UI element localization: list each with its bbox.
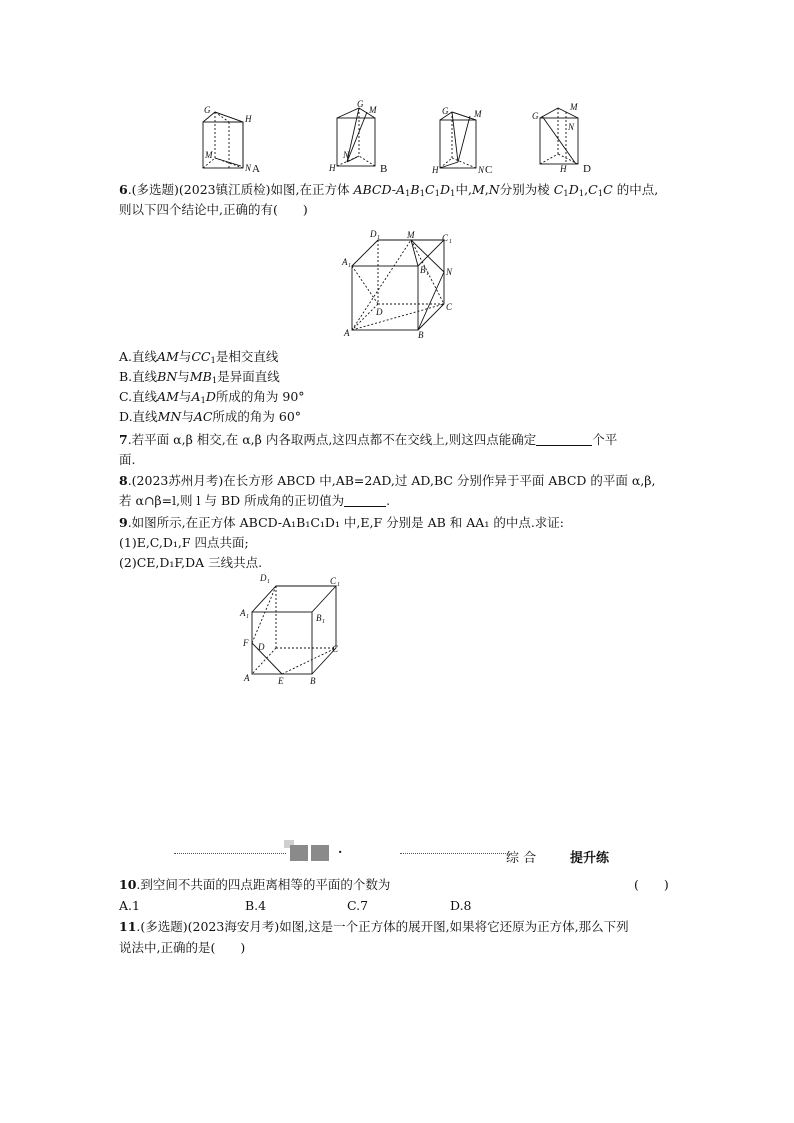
label-c1: C xyxy=(330,576,337,586)
label-d: D xyxy=(258,642,265,652)
label-m: M xyxy=(407,230,415,240)
section-icon-block xyxy=(290,845,308,861)
question-8-line-2: 若 α∩β=l,则 l 与 BD 所成角的正切值为 . xyxy=(119,493,391,508)
label-g: G xyxy=(532,111,539,121)
label-b: B xyxy=(310,676,316,686)
prism-figure-c xyxy=(430,100,500,175)
label-a1: A xyxy=(240,608,246,618)
question-number: 6 xyxy=(119,182,128,197)
label-a1: A xyxy=(342,257,348,267)
svg-text:1: 1 xyxy=(246,614,249,620)
label-h: H xyxy=(432,165,439,175)
label-n: N xyxy=(343,150,350,160)
option-6c: C.直线AM与$A_1D$所成的角为 90° xyxy=(119,389,305,406)
option-letter: A xyxy=(252,163,260,175)
label-d1: D xyxy=(370,229,377,239)
cube-figure-q9 xyxy=(232,572,352,688)
section-divider-right xyxy=(400,853,508,854)
question-6-line-1: 6.(多选题)(2023镇江质检)如图,在正方体 ABCD-$A_1B_1C_1D_1$中,M,N分别为棱 $C_1D_1,C_1C$ 的中点, xyxy=(119,182,659,199)
option-6b: B.直线BN与$MB_1$是异面直线 xyxy=(119,369,280,386)
question-6-line-2: 则以下四个结论中,正确的有( ) xyxy=(119,202,308,217)
label-f: F xyxy=(243,638,249,648)
section-icon-block xyxy=(311,845,329,861)
prism-figure-b xyxy=(327,98,397,175)
answer-blank[interactable] xyxy=(536,433,592,446)
label-n: N xyxy=(446,267,453,277)
label-m: M xyxy=(570,102,578,112)
label-d1: D xyxy=(260,573,267,583)
cube-figure-q6 xyxy=(338,228,458,340)
option-6d: D.直线MN与AC所成的角为 60° xyxy=(119,409,302,424)
choice-c[interactable]: C.7 xyxy=(347,898,369,913)
svg-text:1: 1 xyxy=(377,235,380,241)
label-c: C xyxy=(446,302,453,312)
question-9-line-2: (1)E,C,D₁,F 四点共面; xyxy=(119,535,249,550)
option-letter: B xyxy=(380,163,388,175)
svg-text:1: 1 xyxy=(267,579,270,585)
option-letter: C xyxy=(485,164,493,175)
label-b1: B xyxy=(420,265,426,275)
label-n: N xyxy=(478,165,485,175)
question-10: 10.到空间不共面的四点距离相等的平面的个数为 xyxy=(119,877,391,892)
label-e: E xyxy=(278,676,284,686)
label-g: G xyxy=(442,106,449,116)
label-n: N xyxy=(568,122,575,132)
label-h: H xyxy=(560,164,567,174)
label-m: M xyxy=(369,105,377,115)
label-b1: B xyxy=(316,613,322,623)
label-c1: C xyxy=(442,233,449,243)
choice-d[interactable]: D.8 xyxy=(450,898,472,913)
question-7-line-2: 面. xyxy=(119,452,136,467)
svg-text:1: 1 xyxy=(348,263,351,269)
label-b: B xyxy=(418,330,424,340)
question-11-line-1: 11.(多选题)(2023海安月考)如图,这是一个正方体的展开图,如果将它还原为正方体,那么下列 xyxy=(119,919,629,934)
answer-paren: ( ) xyxy=(634,877,669,892)
label-g: G xyxy=(357,99,364,109)
svg-text:1: 1 xyxy=(322,619,325,625)
label-h: H xyxy=(245,114,252,124)
question-11-line-2: 说法中,正确的是( ) xyxy=(119,940,246,955)
answer-blank[interactable] xyxy=(344,494,386,507)
label-a: A xyxy=(244,673,250,683)
section-divider-left xyxy=(174,853,286,854)
option-letter: D xyxy=(583,163,591,175)
label-m: M xyxy=(205,150,213,160)
label-a: A xyxy=(344,328,350,338)
section-dot: · xyxy=(338,844,343,859)
label-n: N xyxy=(245,163,252,173)
choice-b[interactable]: B.4 xyxy=(245,898,267,913)
question-7-line-1: 7.若平面 α,β 相交,在 α,β 内各取两点,这四点都不在交线上,则这四点能确定 个平 xyxy=(119,432,618,447)
prism-figure-a xyxy=(195,100,270,175)
label-g: G xyxy=(204,105,211,115)
question-9-line-1: 9.如图所示,在正方体 ABCD-A₁B₁C₁D₁ 中,E,F 分别是 AB 和 AA₁ 的中点.求证: xyxy=(119,515,565,530)
label-m: M xyxy=(474,109,482,119)
choice-a[interactable]: A.1 xyxy=(119,898,140,913)
section-title-right: 提升练 xyxy=(570,851,610,866)
label-d: D xyxy=(376,307,383,317)
option-6a: A.直线AM与$CC_1$是相交直线 xyxy=(119,349,279,366)
prism-figure-d xyxy=(530,98,600,175)
question-9-line-3: (2)CE,D₁F,DA 三线共点. xyxy=(119,555,263,570)
label-h: H xyxy=(329,163,336,173)
svg-text:1: 1 xyxy=(337,582,340,588)
label-c: C xyxy=(332,644,339,654)
svg-text:1: 1 xyxy=(426,271,429,277)
section-title-left: 综 合 xyxy=(506,851,537,866)
svg-text:1: 1 xyxy=(449,239,452,245)
question-8-line-1: 8.(2023苏州月考)在长方形 ABCD 中,AB=2AD,过 AD,BC 分别作异于平面 ABCD 的平面 α,β, xyxy=(119,473,656,488)
